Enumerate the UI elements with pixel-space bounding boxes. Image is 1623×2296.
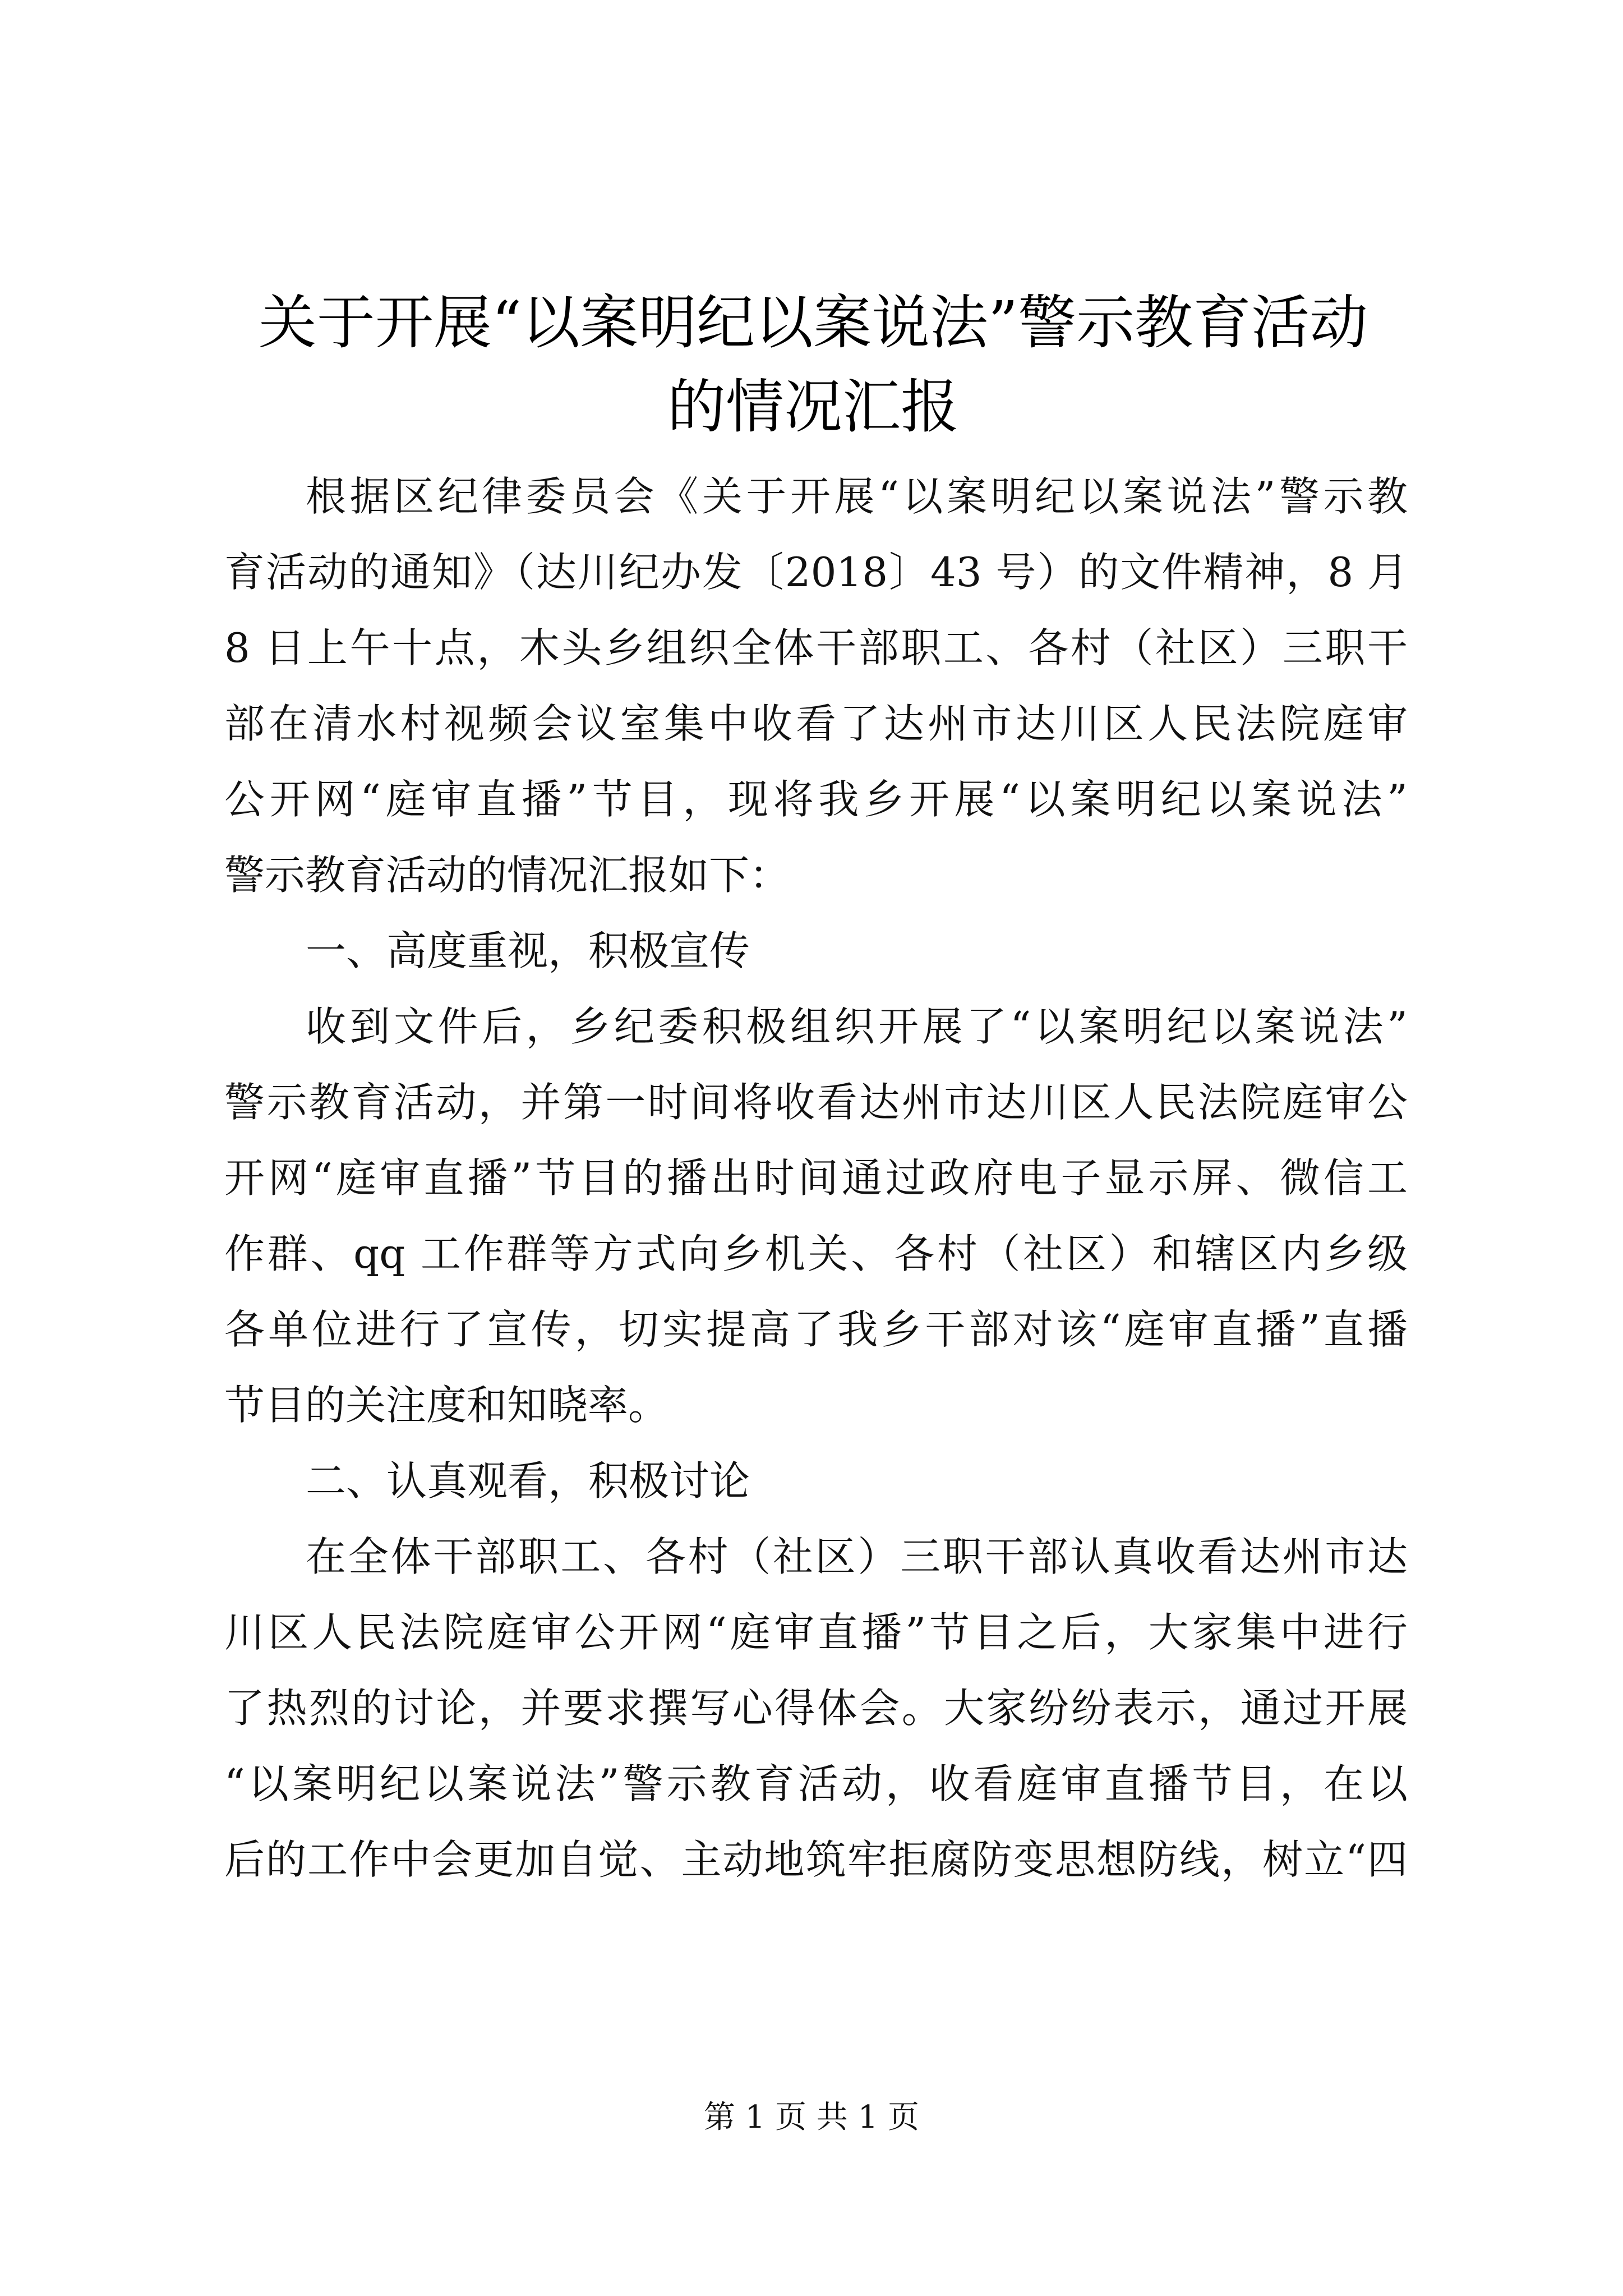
- section-heading-1: 一、高度重视，积极宣传: [306, 927, 750, 974]
- section1-line-6: 节目的关注度和知晓率。: [224, 1382, 669, 1429]
- section2-line-1: 在全体干部职工、各村（社区）三职干部认真收看达州市达: [306, 1533, 1408, 1580]
- section1-line-5: 各单位进行了宣传，切实提高了我乡干部对该“庭审直播”直播: [224, 1306, 1408, 1353]
- section-heading-2: 二、认真观看，积极讨论: [306, 1457, 750, 1504]
- intro-line-1: 根据区纪律委员会《关于开展“以案明纪以案说法”警示教: [306, 473, 1408, 520]
- section1-line-2: 警示教育活动，并第一时间将收看达州市达川区人民法院庭审公: [224, 1079, 1408, 1126]
- intro-line-2: 育活动的通知》（达川纪办发〔2018〕43 号）的文件精神，8 月: [224, 549, 1408, 596]
- document-title-line-1: 关于开展“以案明纪以案说法”警示教育活动: [258, 288, 1368, 357]
- intro-line-3: 8 日上午十点，木头乡组织全体干部职工、各村（社区）三职干: [224, 624, 1408, 671]
- section2-line-4: “以案明纪以案说法”警示教育活动，收看庭审直播节目，在以: [224, 1760, 1408, 1807]
- section2-line-3: 了热烈的讨论，并要求撰写心得体会。大家纷纷表示，通过开展: [224, 1685, 1408, 1732]
- section2-line-2: 川区人民法院庭审公开网“庭审直播”节目之后，大家集中进行: [224, 1609, 1408, 1656]
- document-title-line-2: 的情况汇报: [667, 372, 959, 441]
- section1-line-4: 作群、qq 工作群等方式向乡机关、各村（社区）和辖区内乡级: [224, 1230, 1408, 1277]
- intro-line-4: 部在清水村视频会议室集中收看了达州市达川区人民法院庭审: [224, 700, 1408, 747]
- section2-line-5: 后的工作中会更加自觉、主动地筑牢拒腐防变思想防线，树立“四: [224, 1836, 1408, 1883]
- intro-line-6: 警示教育活动的情况汇报如下：: [224, 852, 790, 899]
- section1-line-3: 开网“庭审直播”节目的播出时间通过政府电子显示屏、微信工: [224, 1154, 1408, 1202]
- intro-line-5: 公开网“庭审直播”节目，现将我乡开展“以案明纪以案说法”: [224, 776, 1408, 823]
- section1-line-1: 收到文件后，乡纪委积极组织开展了“以案明纪以案说法”: [306, 1003, 1408, 1050]
- page-footer: 第 1 页 共 1 页: [703, 2099, 920, 2136]
